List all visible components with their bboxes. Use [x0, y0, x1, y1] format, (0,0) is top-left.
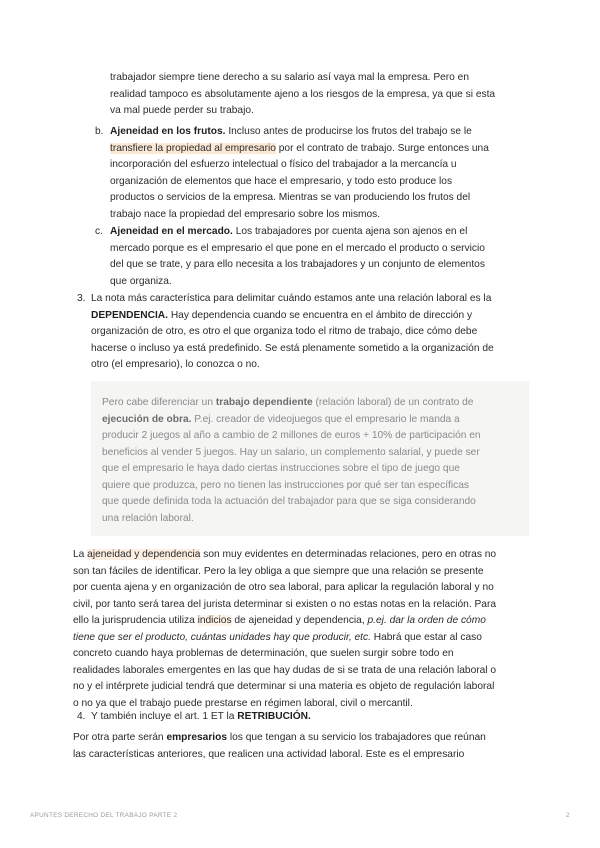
- item-c-line: mercado porque es el empresario el que pone en el mercado el producto o servicio: [110, 242, 485, 254]
- body-line: tiene que ser el producto, cuántas unidades hay que producir, etc. Habrá que estar al caso: [73, 631, 482, 643]
- item-c-line: Ajeneidad en el mercado. Los trabajadores por cuenta ajena son ajenos en el: [110, 226, 468, 237]
- dependencia-heading: DEPENDENCIA.: [91, 309, 168, 321]
- item-4-marker: 4.: [77, 711, 86, 722]
- trabajo-dependiente-term: trabajo dependiente: [215, 397, 313, 408]
- item-b-paragraph: [110, 124, 540, 223]
- body-line: ello la jurisprudencia utiliza indicios de ajeneidad y dependencia, p.ej. dar la orden de cómo: [73, 615, 486, 626]
- callout-line: que quede definida toda la actuación del trabajador para que se siga considerando: [102, 496, 476, 507]
- item-3-line: organización de otro, es otro el que organiza todo el ritmo de trabajo, dice cómo debe: [91, 326, 478, 337]
- highlight-ajeneidad-dependencia: ajeneidad y dependencia: [87, 549, 201, 560]
- item-4-paragraph: [91, 709, 536, 726]
- callout-line: Pero cabe diferenciar un trabajo dependiente (relación laboral) de un contrato de: [102, 397, 474, 408]
- ejecucion-obra-term: ejecución de obra.: [102, 413, 192, 425]
- retribucion-heading: RETRIBUCIÓN.: [237, 711, 311, 722]
- body-line: no y el intérprete judicial tendrá que determinar si una materia es objeto de regulación laboral: [73, 681, 495, 692]
- body-line: o no ya que el trabajo puede prestarse en régimen laboral, civil o mercantil.: [73, 697, 413, 709]
- intro-line: va mal puede perder su trabajo.: [110, 105, 254, 116]
- item-b-marker: b.: [95, 126, 104, 137]
- item-4-line: Y también incluye el art. 1 ET la RETRIBUCIÓN.: [91, 711, 311, 722]
- body-line: civil, por tanto será tarea del jurista determinar si existen o no estas notas en la relación. Para: [73, 598, 497, 610]
- callout-line: una relación laboral.: [102, 512, 194, 524]
- page-number: 2: [566, 812, 570, 819]
- callout-box: [91, 381, 529, 536]
- item-b-line: trabajo nace la propiedad del empresario sobre los mismos.: [110, 208, 381, 220]
- highlight-indicios: indicios: [197, 615, 232, 626]
- item-c-heading: Ajeneidad en el mercado.: [110, 226, 233, 237]
- item-b-line: incorporación del esfuerzo intelectual o físico del trabajador a la mercancía u: [110, 159, 457, 170]
- item-3-line: hacerse o incluso ya está predefinido. Se está plenamente sometido a la organización de: [91, 342, 494, 354]
- item-3-line: La nota más característica para delimitar cuándo estamos ante una relación laboral es la: [91, 293, 492, 304]
- item-c-line: que organiza.: [110, 275, 172, 287]
- callout-line: beneficios al vender 5 juegos. Hay un salario, un complemento salarial, y puede ser: [102, 446, 480, 458]
- body-line: son tan fáciles de identificar. Pero la ley obliga a que siempre que una relación se presente: [73, 565, 484, 577]
- callout-line: producir 2 juegos al año a cambio de 2 millones de euros + 10% de participación en: [102, 430, 481, 441]
- callout-line: que el empresario le haya dado ciertas instrucciones sobre el tipo de juego que: [102, 463, 460, 474]
- body-line: La ajeneidad y dependencia son muy evidentes en determinadas relaciones, pero en otras no: [73, 549, 497, 560]
- ajeneidad-paragraph: [73, 547, 538, 712]
- item-b-line: transfiere la propiedad al empresario por el contrato de trabajo. Surge entonces una: [110, 142, 489, 154]
- body-line: concreto cuando haya problemas de determinación, que suelen surgir sobre todo en: [73, 648, 454, 659]
- footer-title: APUNTES DERECHO DEL TRABAJO PARTE 2: [30, 812, 178, 819]
- callout-text: [102, 395, 522, 527]
- highlight-transfer: transfiere la propiedad al empresario: [110, 142, 276, 154]
- intro-line: realidad tampoco es absolutamente ajeno a los riesgos de la empresa, ya que si esta: [110, 88, 496, 100]
- empresarios-paragraph: [73, 730, 538, 763]
- body-line: realidades laborales emergentes en las que hay dudas de si se trata de una relación laboral o: [73, 664, 497, 676]
- intro-paragraph: [110, 70, 540, 120]
- item-c-marker: c.: [95, 226, 103, 237]
- item-3-marker: 3.: [77, 293, 86, 304]
- body-line: las características anteriores, que realicen una actividad laboral. Este es el empresario: [73, 748, 465, 760]
- item-c-line: del que se trate, y para ello necesita a los trabajadores y un conjunto de elementos: [110, 259, 485, 270]
- item-3-paragraph: [91, 291, 536, 374]
- item-b-line: organización de elementos que hace el empresario, y todo esto produce los: [110, 175, 453, 187]
- item-3-line: DEPENDENCIA. Hay dependencia cuando se encuentra en el ámbito de dirección y: [91, 309, 473, 321]
- callout-line: ejecución de obra. P.ej. creador de videojuegos que el empresario le manda a: [102, 413, 460, 425]
- body-line: por cuenta ajena y en organización de otro sea laboral, para aplicar la regulación laboral y no: [73, 582, 494, 593]
- item-b-heading: Ajeneidad en los frutos.: [110, 126, 226, 137]
- item-b-line: productos o servicios de la empresa. Mientras se van produciendo los frutos del: [110, 192, 471, 203]
- intro-line: trabajador siempre tiene derecho a su salario así vaya mal la empresa. Pero en: [110, 72, 470, 83]
- item-c-paragraph: [110, 224, 540, 290]
- item-b-line: Ajeneidad en los frutos. Incluso antes de producirse los frutos del trabajo se le: [110, 126, 472, 137]
- body-line: Por otra parte serán empresarios los que tengan a su servicio los trabajadores que reúnan: [73, 732, 486, 743]
- callout-line: quiere que produzca, pero no tienen las instrucciones por qué ser tan específicas: [102, 479, 469, 491]
- item-3-line: otro (el empresario), lo conozca o no.: [91, 359, 260, 370]
- empresarios-term: empresarios: [166, 732, 228, 743]
